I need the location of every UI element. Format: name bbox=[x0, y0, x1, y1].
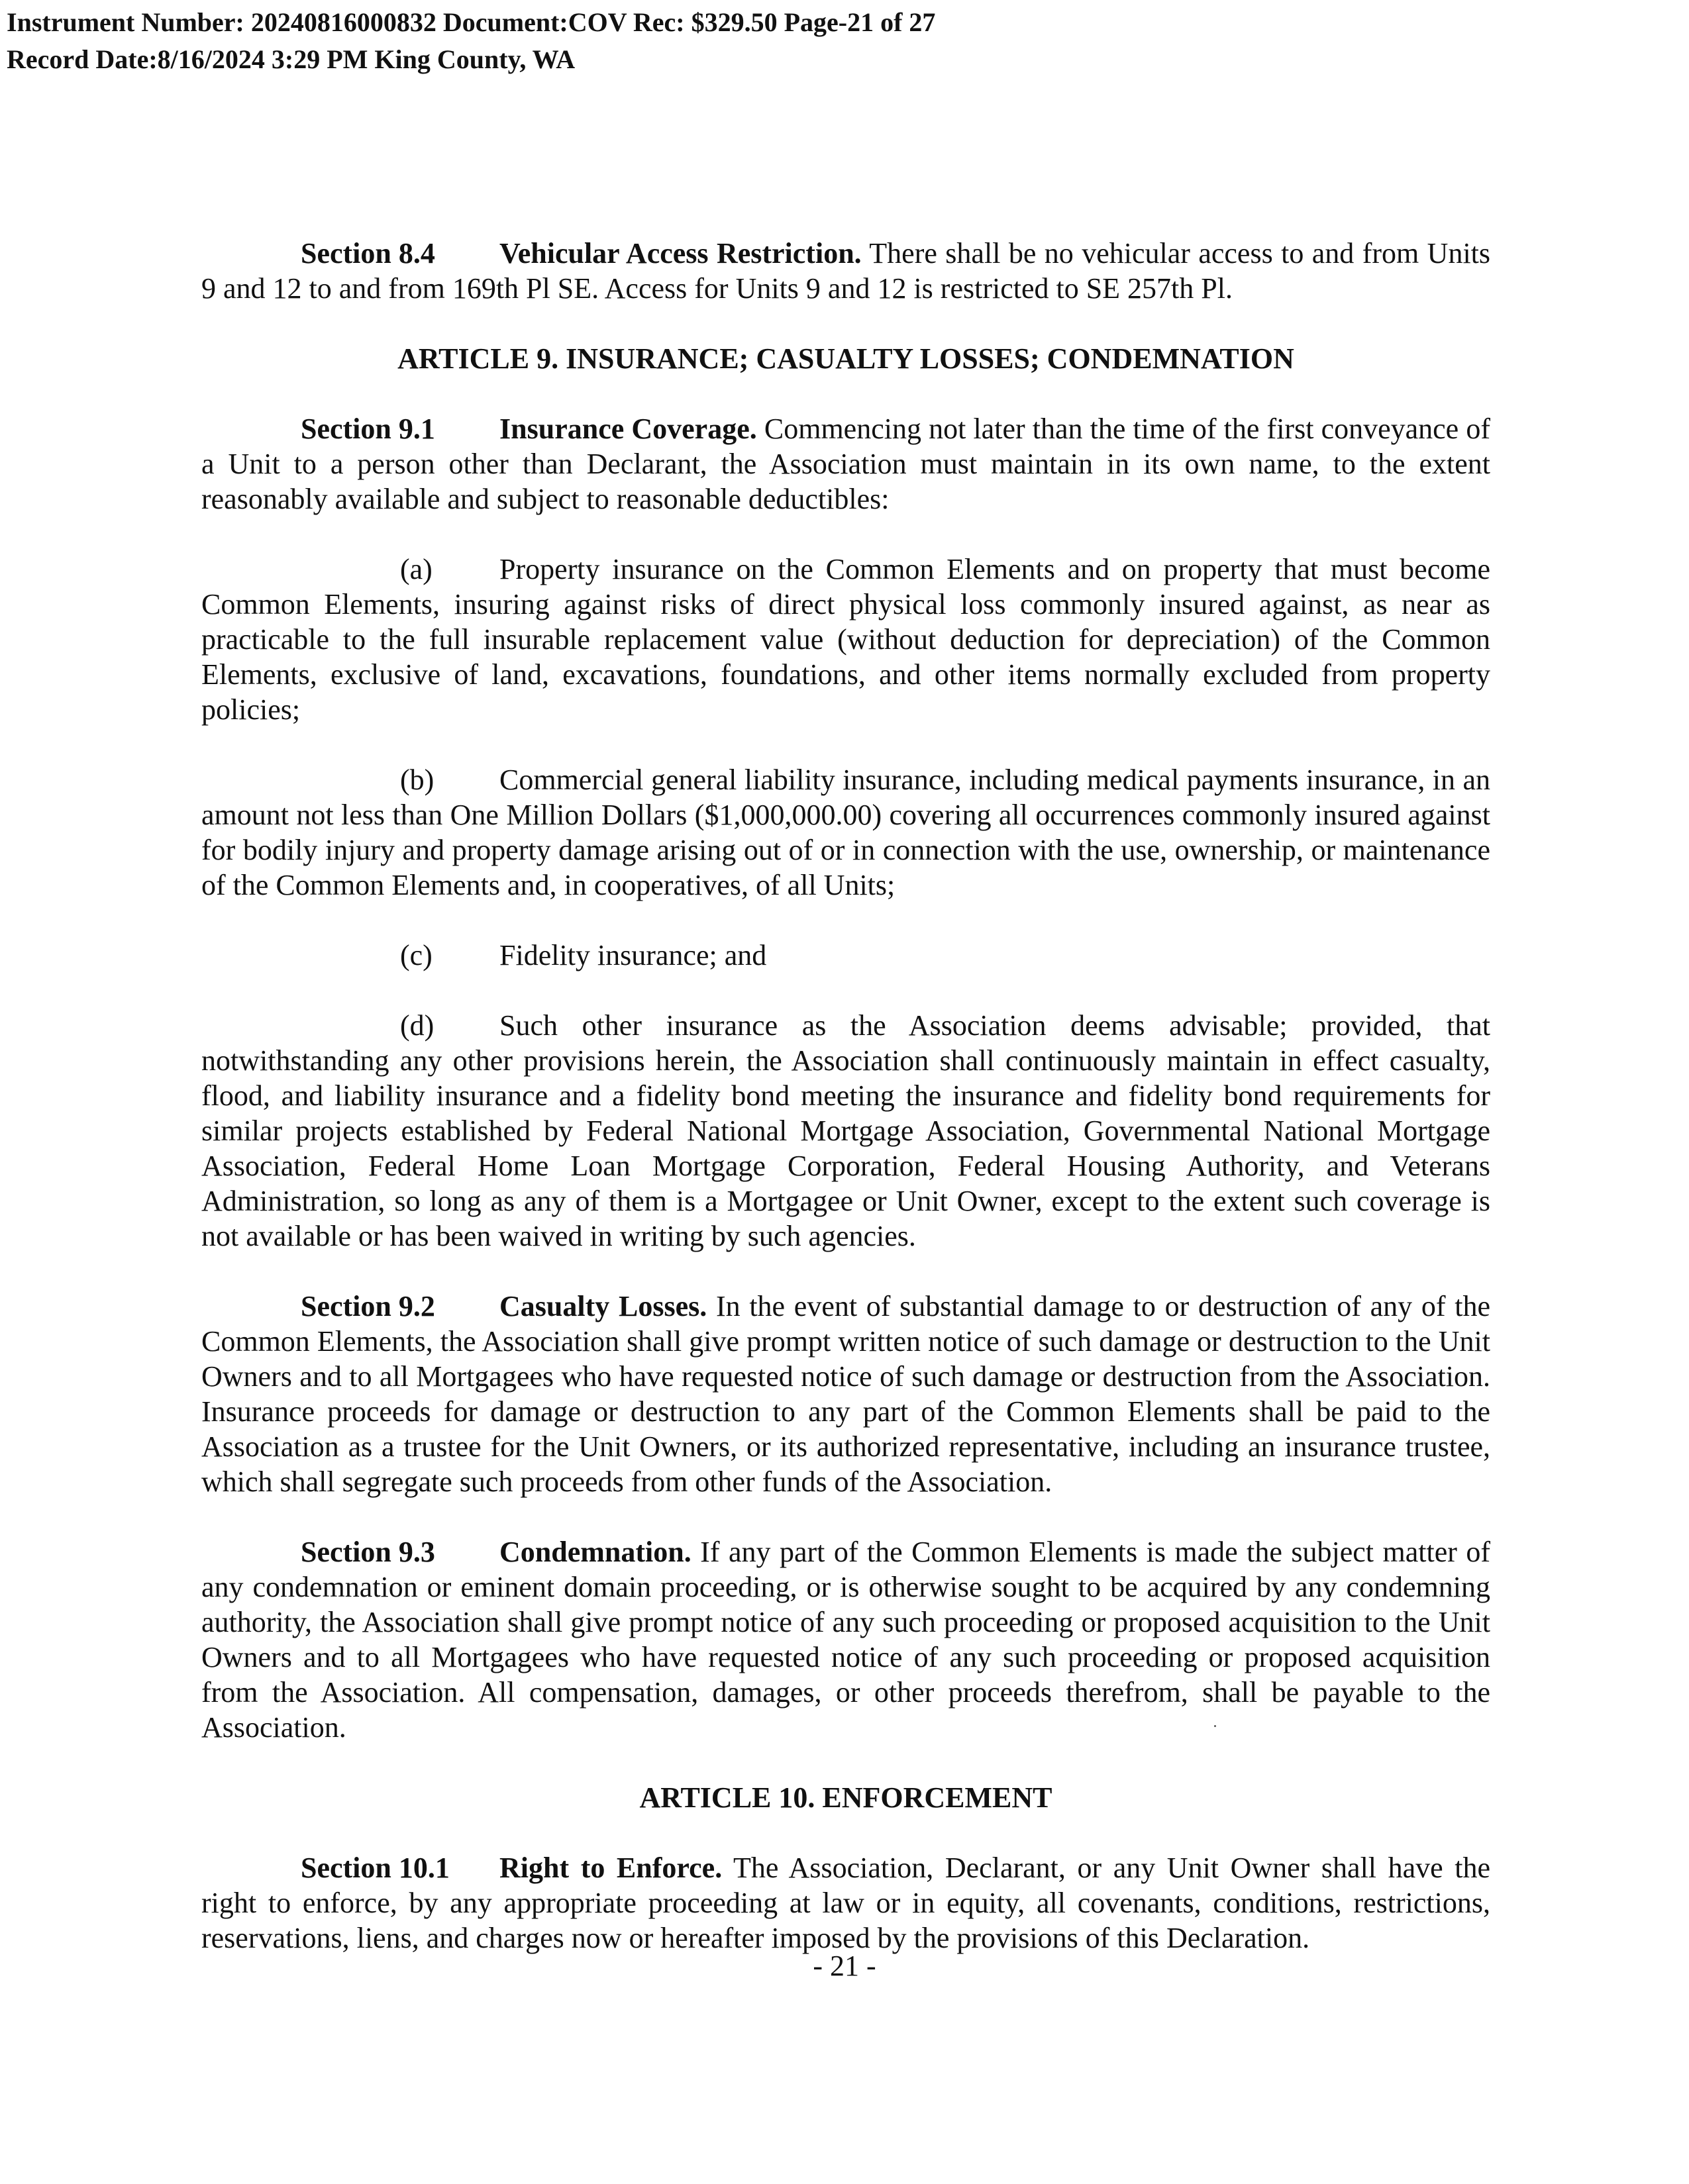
section-number: Section 10.1 bbox=[301, 1852, 450, 1884]
section-9-3 bbox=[201, 1534, 1490, 1745]
section-title: Casualty Losses. bbox=[499, 1290, 707, 1322]
section-text: The Association, Declarant, or any Unit Owner shall have the right to enforce, by any appropriate proceeding at law or in equity, all covenants, conditions, restrictions, reservations, liens, and charges now or hereafter imposed by the provisions of this Declaration. bbox=[201, 1852, 1490, 1954]
section-title: Right to Enforce. bbox=[499, 1852, 723, 1884]
section-9-1-item-d bbox=[201, 1008, 1490, 1254]
section-10-1 bbox=[201, 1850, 1490, 1956]
list-item-text: Fidelity insurance; and bbox=[499, 939, 767, 971]
section-title: Vehicular Access Restriction. bbox=[499, 237, 862, 270]
section-number: Section 9.2 bbox=[301, 1290, 435, 1322]
recording-stamp-line-1: Instrument Number: 20240816000832 Document:COV Rec: $329.50 Page-21 of 27 bbox=[7, 7, 936, 37]
list-item-marker: (d) bbox=[400, 1009, 435, 1042]
section-number: Section 9.3 bbox=[301, 1536, 435, 1568]
section-number: Section 9.1 bbox=[301, 413, 435, 445]
section-9-1-item-c bbox=[201, 938, 1490, 973]
recording-stamp bbox=[7, 4, 935, 78]
article-10-heading: ARTICLE 10. ENFORCEMENT bbox=[639, 1781, 1052, 1814]
list-item-marker: (b) bbox=[400, 764, 435, 796]
article-9-heading: ARTICLE 9. INSURANCE; CASUALTY LOSSES; CONDEMNATION bbox=[397, 342, 1294, 375]
section-8-4 bbox=[201, 236, 1490, 306]
list-item-text: Property insurance on the Common Elements and on property that must become Common Elements, insuring against risks of direct physical loss commonly insured against, as near as practicable to the full insurable replacement value (without deduction for depreciation) of the Common Elements, exclusive of land, excavations, foundations, and other items normally excluded from property policies; bbox=[201, 553, 1490, 726]
page-number: - 21 - bbox=[813, 1950, 876, 1982]
section-text: Commencing not later than the time of the first conveyance of a Unit to a person other than Declarant, the Association must maintain in its own name, to the extent reasonably available and subject to reasonable deductibles: bbox=[201, 413, 1490, 515]
section-text: In the event of substantial damage to or destruction of any of the Common Elements, the Association shall give prompt written notice of such damage or destruction to the Unit Owners and to all Mortgagees who have requested notice of such damage or destruction from the Association. Insurance proceeds for damage or destruction to any part of the Common Elements shall be paid to the Association as a trustee for the Unit Owners, or its authorized representative, including an insurance trustee, which shall segregate such proceeds from other funds of the Association. bbox=[201, 1290, 1490, 1498]
scan-speck bbox=[1214, 1725, 1216, 1727]
section-title: Condemnation. bbox=[499, 1536, 691, 1568]
section-text: There shall be no vehicular access to and from Units 9 and 12 to and from 169th Pl SE. Access for Units 9 and 12 is restricted to SE 257th Pl. bbox=[201, 237, 1491, 305]
section-title: Insurance Coverage. bbox=[499, 413, 757, 445]
section-number: Section 8.4 bbox=[301, 237, 435, 270]
section-9-1-item-b bbox=[201, 762, 1490, 903]
recording-stamp-line-2: Record Date:8/16/2024 3:29 PM King County, WA bbox=[7, 44, 576, 74]
document-body bbox=[201, 236, 1490, 1991]
list-item-text: Such other insurance as the Association deems advisable; provided, that notwithstanding any other provisions herein, the Association shall continuously maintain in effect casualty, flood, and liability insurance and a fidelity bond meeting the insurance and fidelity bond requirements for similar projects established by Federal National Mortgage Association, Governmental National Mortgage Association, Federal Home Loan Mortgage Corporation, Federal Housing Authority, and Veterans Administration, so long as any of them is a Mortgagee or Unit Owner, except to the extent such coverage is not available or has been waived in writing by such agencies. bbox=[201, 1009, 1490, 1252]
section-9-1 bbox=[201, 411, 1490, 517]
list-item-marker: (c) bbox=[400, 939, 433, 971]
list-item-text: Commercial general liability insurance, including medical payments insurance, in an amount not less than One Million Dollars ($1,000,000.00) covering all occurrences commonly insured against for bodily injury and property damage arising out of or in connection with the use, ownership, or maintenance of the Common Elements and, in cooperatives, of all Units; bbox=[201, 764, 1490, 901]
section-9-1-item-a bbox=[201, 552, 1490, 727]
list-item-marker: (a) bbox=[400, 553, 433, 585]
section-text: If any part of the Common Elements is made the subject matter of any condemnation or eminent domain proceeding, or is otherwise sought to be acquired by any condemning authority, the Association shall give prompt notice of any such proceeding or proposed acquisition to the Unit Owners and to all Mortgagees who have requested notice of any such proceeding or proposed acquisition from the Association. All compensation, damages, or other proceeds therefrom, shall be payable to the Association. bbox=[201, 1536, 1490, 1744]
section-9-2 bbox=[201, 1289, 1490, 1499]
